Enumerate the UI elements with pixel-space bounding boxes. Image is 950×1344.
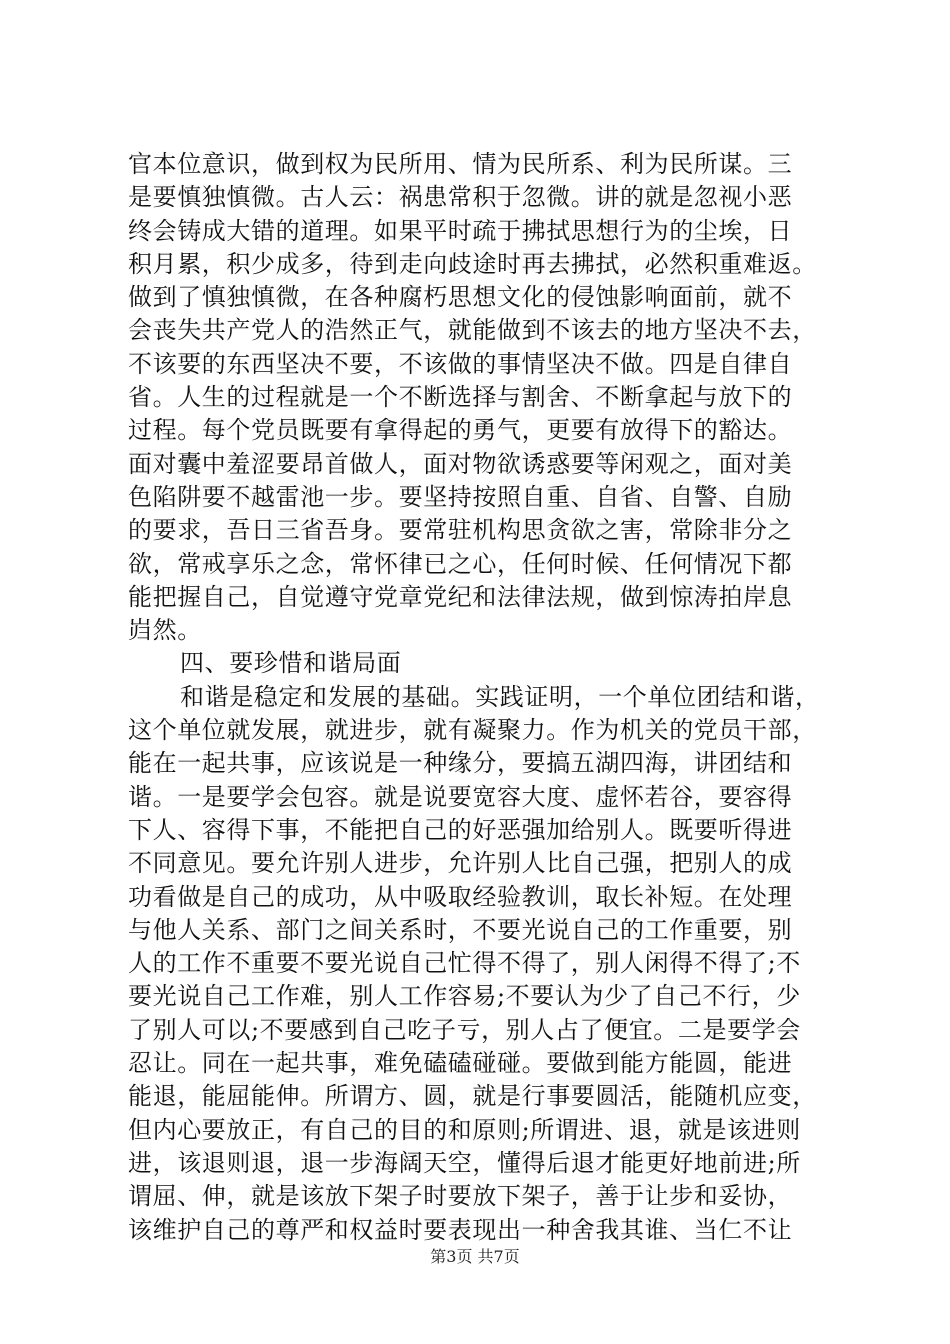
text-line: 欲，常戒享乐之念，常怀律已之心，任何时候、任何情况下都 bbox=[128, 549, 793, 578]
text-line: 四、要珍惜和谐局面 bbox=[180, 649, 402, 678]
text-line: 这个单位就发展，就进步，就有凝聚力。作为机关的党员干部， bbox=[128, 716, 817, 745]
text-line: 会丧失共产党人的浩然正气，就能做到不该去的地方坚决不去， bbox=[128, 316, 817, 345]
text-line: 下人、容得下事，不能把自己的好恶强加给别人。既要听得进 bbox=[128, 815, 793, 844]
text-line: 要光说自己工作难，别人工作容易;不要认为少了自己不行，少 bbox=[128, 982, 801, 1011]
text-line: 终会铸成大错的道理。如果平时疏于拂拭思想行为的尘埃，日 bbox=[128, 216, 793, 245]
text-line: 做到了慎独慎微，在各种腐朽思想文化的侵蚀影响面前，就不 bbox=[128, 283, 793, 312]
text-line: 谓屈、伸，就是该放下架子时要放下架子，善于让步和妥协， bbox=[128, 1182, 793, 1211]
text-line: 谐。一是要学会包容。就是说要宽容大度、虚怀若谷，要容得 bbox=[128, 782, 793, 811]
text-line: 不该要的东西坚决不要，不该做的事情坚决不做。四是自律自 bbox=[128, 349, 793, 378]
document-body bbox=[128, 148, 838, 1247]
text-line: 官本位意识，做到权为民所用、情为民所系、利为民所谋。三 bbox=[128, 150, 793, 178]
text-line: 色陷阱要不越雷池一步。要坚持按照自重、自省、自警、自励 bbox=[128, 482, 793, 511]
text-line: 面对囊中羞涩要昂首做人，面对物欲诱惑要等闲观之，面对美 bbox=[128, 449, 793, 478]
text-line: 与他人关系、部门之间关系时，不要光说自己的工作重要，别 bbox=[128, 915, 793, 944]
text-line: 岿然。 bbox=[128, 616, 202, 645]
text-line: 该维护自己的尊严和权益时要表现出一种舍我其谁、当仁不让 bbox=[128, 1215, 793, 1244]
text-line: 忍让。同在一起共事，难免磕磕碰碰。要做到能方能圆，能进 bbox=[128, 1049, 793, 1078]
text-line: 的要求，吾日三省吾身。要常驻机构思贪欲之害，常除非分之 bbox=[128, 516, 793, 545]
text-line: 过程。每个党员既要有拿得起的勇气，更要有放得下的豁达。 bbox=[128, 416, 793, 445]
text-line: 但内心要放正，有自己的目的和原则;所谓进、退，就是该进则 bbox=[128, 1115, 801, 1144]
text-line: 积月累，积少成多，待到走向歧途时再去拂拭，必然积重难返。 bbox=[128, 249, 817, 278]
text-line: 是要慎独慎微。古人云：祸患常积于忽微。讲的就是忽视小恶 bbox=[128, 183, 793, 212]
text-line: 人的工作不重要不要光说自己忙得不得了，别人闲得不得了;不 bbox=[128, 949, 801, 978]
text-line: 能把握自己，自觉遵守党章党纪和法律法规，做到惊涛拍岸息 bbox=[128, 582, 793, 611]
text-line: 了别人可以;不要感到自己吃子亏，别人占了便宜。二是要学会 bbox=[128, 1015, 801, 1044]
text-line: 能退，能屈能伸。所谓方、圆，就是行事要圆活，能随机应变， bbox=[128, 1082, 817, 1111]
text-line: 进，该退则退，退一步海阔天空，懂得后退才能更好地前进;所 bbox=[128, 1148, 801, 1177]
text-line: 不同意见。要允许别人进步，允许别人比自己强，把别人的成 bbox=[128, 849, 793, 878]
text-line: 功看做是自己的成功，从中吸取经验教训，取长补短。在处理 bbox=[128, 882, 793, 911]
text-line: 能在一起共事，应该说是一种缘分，要搞五湖四海，讲团结和 bbox=[128, 749, 793, 778]
text-line: 和谐是稳定和发展的基础。实践证明，一个单位团结和谐， bbox=[180, 682, 820, 711]
text-line: 省。人生的过程就是一个不断选择与割舍、不断拿起与放下的 bbox=[128, 383, 793, 412]
page-footer: 第3页 共7页 bbox=[430, 1247, 520, 1266]
